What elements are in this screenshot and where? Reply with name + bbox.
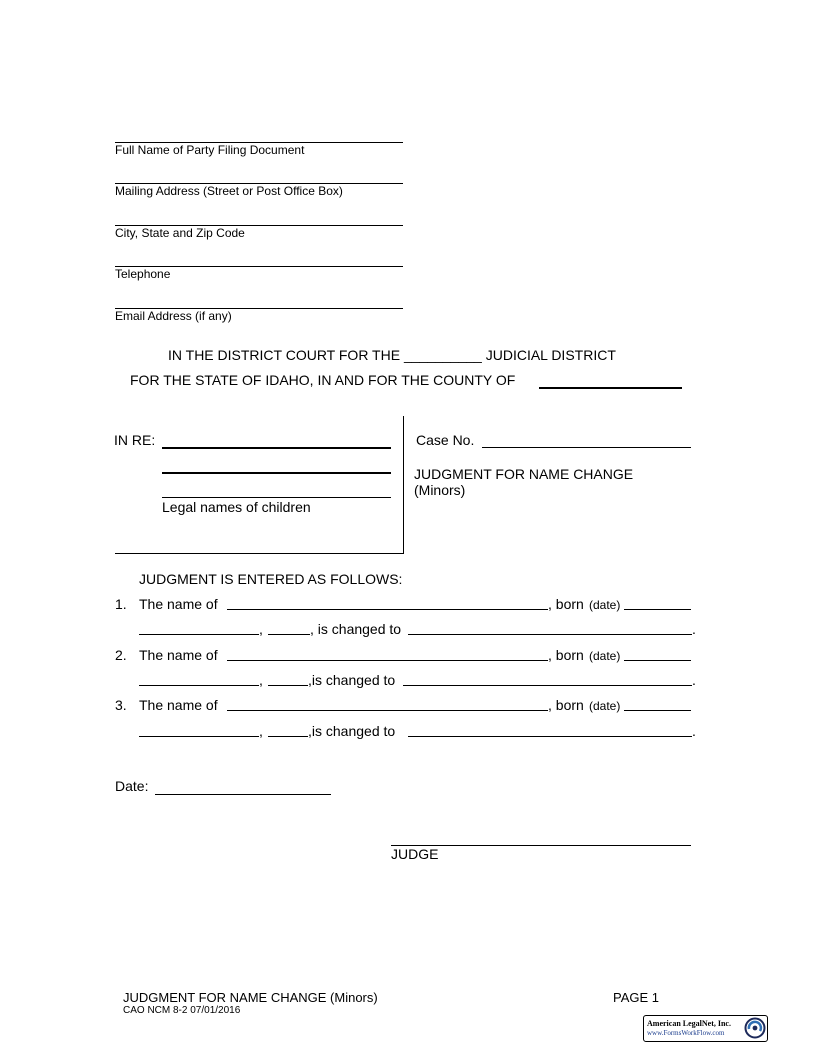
date-signature-line[interactable] xyxy=(155,794,331,795)
item-number: 3. xyxy=(115,697,127,713)
judgment-item-1-line-b xyxy=(0,620,816,638)
name-of-label: The name of xyxy=(139,697,218,713)
mailing-address-label: Mailing Address (Street or Post Office Box) xyxy=(115,184,343,198)
case-no-label: Case No. xyxy=(416,432,475,448)
footer-form-title: JUDGMENT FOR NAME CHANGE (Minors) xyxy=(123,990,378,1005)
court-line-2 xyxy=(130,372,515,388)
birth-date-line[interactable] xyxy=(624,710,691,711)
comma: , xyxy=(259,672,263,688)
new-name-line[interactable] xyxy=(408,736,692,737)
county-blank-line[interactable] xyxy=(539,387,682,389)
caption-bottom-rule xyxy=(115,553,403,554)
email-label: Email Address (if any) xyxy=(115,309,232,323)
document-subtitle: (Minors) xyxy=(414,482,466,498)
date-label: (date) xyxy=(589,598,621,612)
new-name-line[interactable] xyxy=(408,634,692,635)
legalnet-logo[interactable] xyxy=(643,1015,768,1042)
current-name-line[interactable] xyxy=(227,609,548,610)
case-no-line[interactable] xyxy=(482,447,691,448)
caption-divider xyxy=(403,416,404,554)
comma: , xyxy=(259,723,263,739)
logo-website: www.FormsWorkFlow.com xyxy=(647,1029,725,1037)
judgment-item-2-line-b xyxy=(0,671,816,689)
date-label: Date: xyxy=(115,778,149,794)
birth-date-line[interactable] xyxy=(624,609,691,610)
year-line[interactable] xyxy=(268,685,308,686)
year-line[interactable] xyxy=(268,736,308,737)
full-name-label: Full Name of Party Filing Document xyxy=(115,143,305,157)
item-number: 2. xyxy=(115,647,127,663)
period: . xyxy=(692,621,696,637)
judicial-district-blank[interactable]: __________ xyxy=(403,347,482,363)
telephone-label: Telephone xyxy=(115,267,171,281)
changed-to-label: ,is changed to xyxy=(308,723,396,739)
date-label: (date) xyxy=(589,699,621,713)
children-label: Legal names of children xyxy=(162,499,311,515)
born-label: , born xyxy=(548,596,584,612)
child-name-line-1[interactable] xyxy=(162,447,391,449)
current-name-line[interactable] xyxy=(227,660,548,661)
court-line-1 xyxy=(168,347,616,363)
child-name-line-2[interactable] xyxy=(162,472,391,474)
child-name-line-3[interactable] xyxy=(162,497,391,498)
city-state-zip-label: City, State and Zip Code xyxy=(115,226,245,240)
judgment-item-2-line-a xyxy=(0,646,816,664)
judgment-item-3-line-b xyxy=(0,722,816,740)
current-name-line[interactable] xyxy=(227,710,548,711)
new-name-line[interactable] xyxy=(403,685,692,686)
birth-date-cont-line[interactable] xyxy=(139,736,259,737)
born-label: , born xyxy=(548,697,584,713)
name-of-label: The name of xyxy=(139,596,218,612)
judgment-item-1-line-a xyxy=(0,595,816,613)
period: . xyxy=(692,672,696,688)
court-line-2-text: FOR THE STATE OF IDAHO, IN AND FOR THE COUNTY OF xyxy=(130,372,516,388)
comma: , xyxy=(259,621,263,637)
year-line[interactable] xyxy=(268,634,310,635)
born-label: , born xyxy=(548,647,584,663)
judge-label: JUDGE xyxy=(391,846,439,862)
date-label: (date) xyxy=(589,649,621,663)
footer-page-number: PAGE 1 xyxy=(613,990,660,1005)
in-re-label: IN RE: xyxy=(114,432,156,448)
birth-date-line[interactable] xyxy=(624,660,691,661)
court-line-1-b: JUDICIAL DISTRICT xyxy=(485,347,616,363)
judgment-heading: JUDGMENT IS ENTERED AS FOLLOWS: xyxy=(139,571,403,587)
item-number: 1. xyxy=(115,596,127,612)
changed-to-label: ,is changed to xyxy=(308,672,396,688)
changed-to-label: , is changed to xyxy=(310,621,402,637)
judgment-item-3-line-a xyxy=(0,696,816,714)
footer-form-code: CAO NCM 8-2 07/01/2016 xyxy=(123,1005,241,1016)
court-line-1-a: IN THE DISTRICT COURT FOR THE xyxy=(168,347,401,363)
period: . xyxy=(692,723,696,739)
name-of-label: The name of xyxy=(139,647,218,663)
logo-swirl-icon xyxy=(744,1017,766,1039)
logo-company-name: American LegalNet, Inc. xyxy=(647,1019,731,1028)
birth-date-cont-line[interactable] xyxy=(139,685,259,686)
birth-date-cont-line[interactable] xyxy=(139,634,259,635)
document-title: JUDGMENT FOR NAME CHANGE xyxy=(414,466,634,482)
